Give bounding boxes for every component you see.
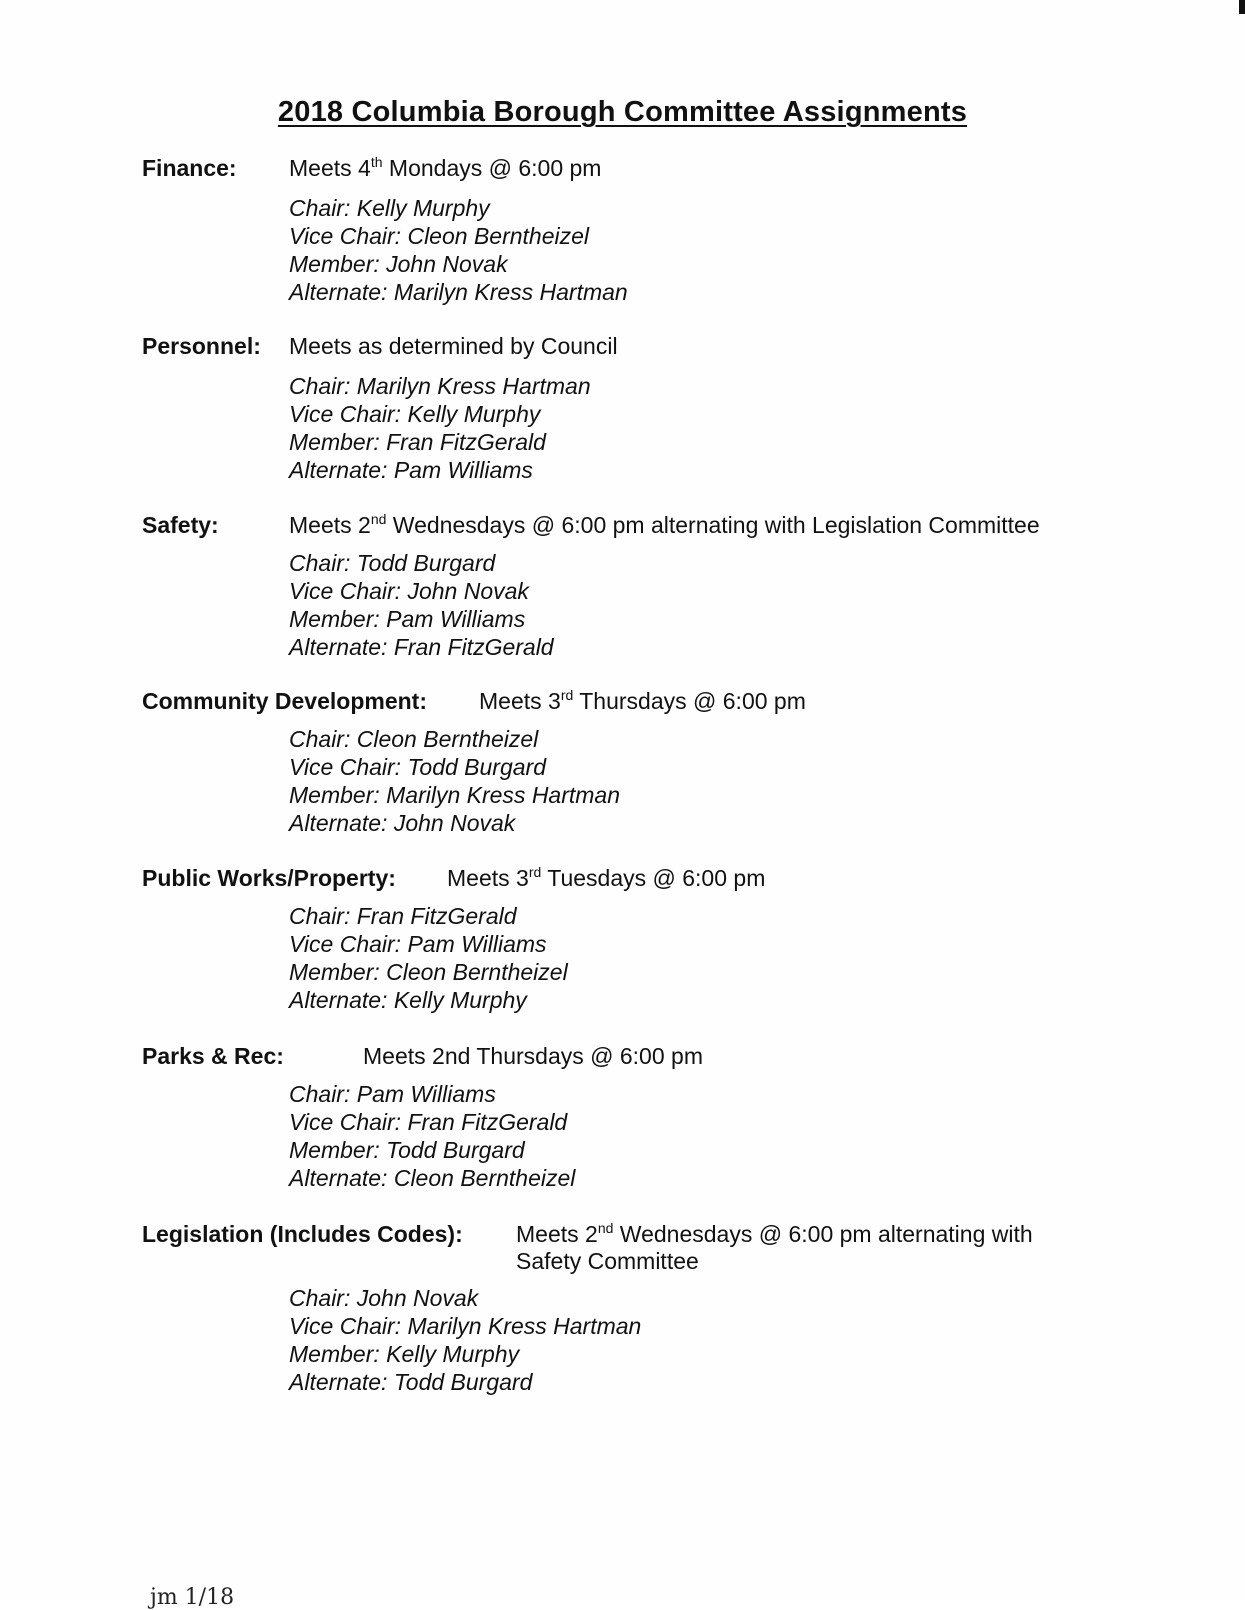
chair: Chair: Todd Burgard [289, 550, 496, 576]
member: Member: Pam Williams [289, 606, 526, 632]
meeting-schedule: Meets 2nd Wednesdays @ 6:00 pm alternating with Safety Committee [516, 1220, 1033, 1274]
committee-header [142, 333, 1142, 363]
vice-chair: Vice Chair: Todd Burgard [289, 754, 546, 780]
chair: Chair: John Novak [289, 1285, 479, 1311]
alternate: Alternate: Marilyn Kress Hartman [289, 279, 628, 305]
vice-chair: Vice Chair: Pam Williams [289, 931, 547, 957]
member-list [289, 1080, 575, 1192]
scan-corner-mark [1239, 0, 1245, 14]
member-list [289, 549, 554, 661]
committee-name: Public Works/Property: [142, 865, 396, 891]
committee-safety [142, 511, 1142, 660]
member: Member: Kelly Murphy [289, 1341, 520, 1367]
meeting-schedule: Meets 2nd Thursdays @ 6:00 pm [363, 1043, 703, 1069]
committee-name: Legislation (Includes Codes): [142, 1221, 463, 1247]
meeting-schedule: Meets 3rd Tuesdays @ 6:00 pm [447, 864, 766, 891]
vice-chair: Vice Chair: Marilyn Kress Hartman [289, 1313, 642, 1339]
committee-header [142, 865, 1142, 895]
member: Member: John Novak [289, 251, 508, 277]
alternate: Alternate: Todd Burgard [289, 1369, 533, 1395]
committee-legislation [142, 1220, 1142, 1395]
vice-chair: Vice Chair: Kelly Murphy [289, 401, 541, 427]
member-list [289, 372, 591, 484]
member-list [289, 902, 568, 1014]
meeting-schedule: Meets 4th Mondays @ 6:00 pm [289, 154, 602, 181]
committee-name: Personnel: [142, 333, 261, 359]
committee-personnel [142, 333, 1142, 483]
chair: Chair: Fran FitzGerald [289, 903, 517, 929]
committee-public-works-property [142, 864, 1142, 1013]
committee-header [142, 1220, 1142, 1274]
handwritten-initials: jm 1/18 [150, 1585, 235, 1610]
alternate: Alternate: Pam Williams [289, 457, 533, 483]
committee-name: Finance: [142, 155, 237, 181]
committee-parks-rec [142, 1043, 1142, 1191]
alternate: Alternate: Kelly Murphy [289, 987, 527, 1013]
committee-name: Community Development: [142, 688, 427, 714]
member: Member: Cleon Berntheizel [289, 959, 568, 985]
alternate: Alternate: Cleon Berntheizel [289, 1165, 576, 1191]
committee-header [142, 155, 1142, 185]
committee-header [142, 1043, 1142, 1073]
member-list [289, 194, 628, 306]
member: Member: Todd Burgard [289, 1137, 525, 1163]
chair: Chair: Kelly Murphy [289, 195, 490, 221]
vice-chair: Vice Chair: John Novak [289, 578, 529, 604]
committee-name: Safety: [142, 512, 219, 538]
alternate: Alternate: John Novak [289, 810, 516, 836]
meeting-schedule: Meets 2nd Wednesdays @ 6:00 pm alternating with Legislation Committee [289, 511, 1040, 538]
document-title: 2018 Columbia Borough Committee Assignments [277, 96, 968, 128]
committee-community-development [142, 687, 1142, 836]
committee-finance [142, 154, 1142, 305]
vice-chair: Vice Chair: Cleon Berntheizel [289, 223, 590, 249]
meeting-schedule: Meets 3rd Thursdays @ 6:00 pm [479, 687, 806, 714]
committee-header [142, 512, 1142, 542]
member-list [289, 1284, 641, 1396]
committee-header [142, 688, 1142, 718]
meeting-schedule: Meets as determined by Council [289, 333, 618, 359]
alternate: Alternate: Fran FitzGerald [289, 634, 554, 660]
chair: Chair: Marilyn Kress Hartman [289, 373, 591, 399]
committee-name: Parks & Rec: [142, 1043, 284, 1069]
chair: Chair: Cleon Berntheizel [289, 726, 539, 752]
member-list [289, 725, 620, 837]
vice-chair: Vice Chair: Fran FitzGerald [289, 1109, 568, 1135]
chair: Chair: Pam Williams [289, 1081, 496, 1107]
member: Member: Marilyn Kress Hartman [289, 782, 621, 808]
member: Member: Fran FitzGerald [289, 429, 546, 455]
